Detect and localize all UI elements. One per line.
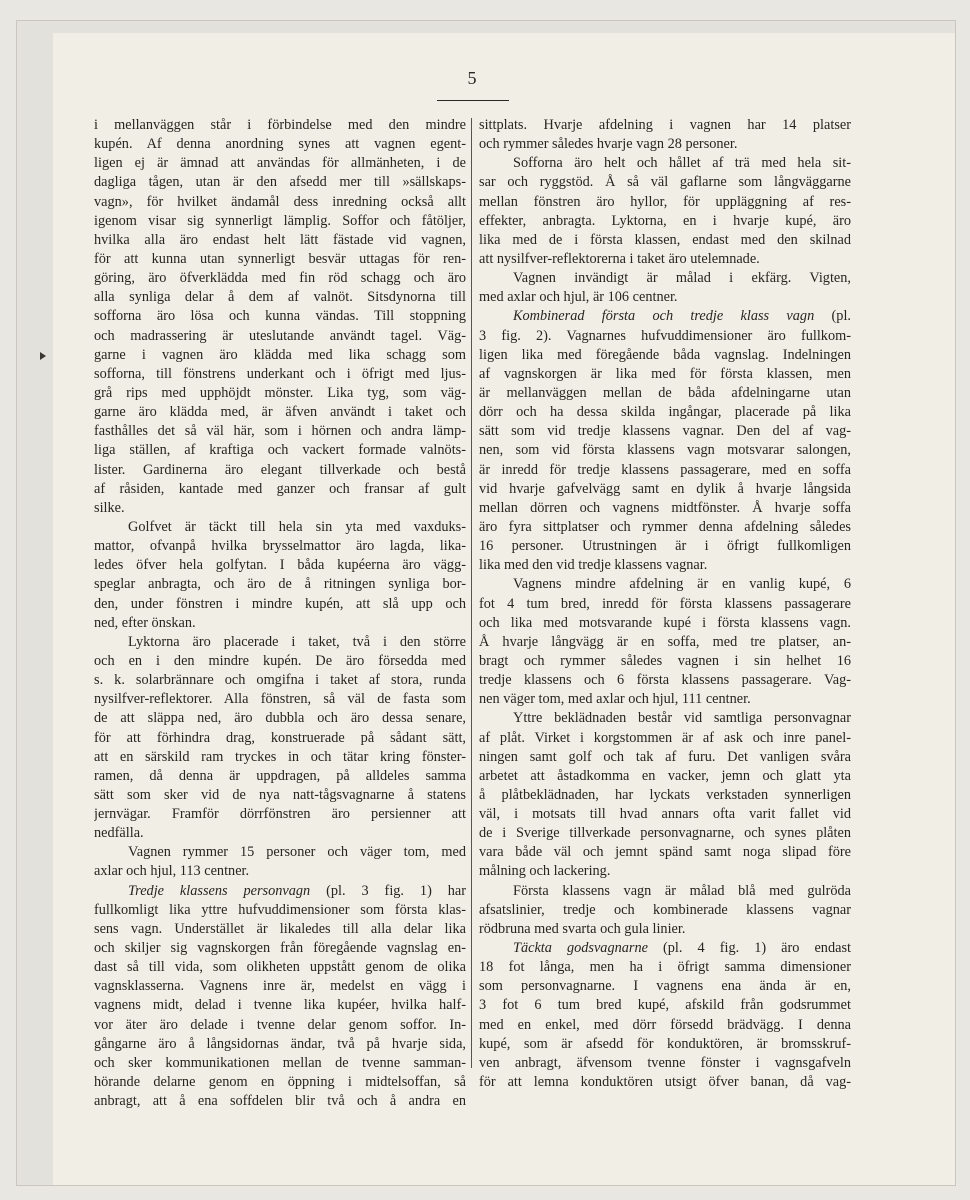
text-line: silke. (94, 499, 125, 516)
column-divider (471, 118, 472, 1068)
text-line: lika med den vid tredje klassens vagnar. (479, 557, 708, 574)
text-line: ligen lika med föregående båda vagnslag. Indelningen (479, 346, 851, 363)
text-line: ningen samt golf och tak af furu. Det vanligen svåra (479, 748, 851, 765)
text-line: mattor, ofvanpå hvilka brysselmattor äro lagda, lika- (94, 538, 466, 555)
margin-marker (40, 352, 46, 360)
text-line: hvilka alla äro endast helt lätt fästade vid vagnen, (94, 231, 466, 248)
text-line: de att släppa ned, äro dubbla och äro dessa senare, (94, 710, 466, 727)
text-line: med axlar och hjul, är 106 centner. (479, 289, 678, 306)
text-line: garne i vagnen äro klädda med lika schagg som (94, 346, 466, 363)
text-line: hörande delarne genom en öppning i midtelsoffan, så (94, 1074, 466, 1091)
text-line: nen väger tom, med axlar och hjul, 111 centner. (479, 691, 751, 708)
text-line: afsatslinier, tredje och kombinerade klassens vagnar (479, 901, 851, 918)
text-line: tredje klassens och 6 första klassens passagerare. Vag- (479, 672, 851, 689)
text-line: och sker kommunikationen mellan de tvenne samman- (94, 1054, 466, 1071)
text-line: göring, äro öfverklädda med fin röd schagg och äro (94, 270, 466, 287)
text-line: sens vagn. Understället är likaledes till alla delar lika (94, 920, 466, 937)
text-line: effekter, anbragta. Lyktorna, en i hvarje kupé, äro (479, 212, 851, 229)
heading-line (479, 307, 851, 326)
text-line: vara både väl och jemnt spänd samt noga slipad före (479, 844, 851, 861)
text-line: grå rips med upphöjdt mönster. Lika tyg, som väg- (94, 384, 466, 401)
text-line: arbetet att åstadkomma en vacker, jemn och glatt yta (479, 767, 851, 784)
text-line: speglar anbragta, och äro de å ritningen synliga bor- (94, 576, 466, 593)
text-line: fot 4 tum bred, inredd för första klassens passagerare (479, 595, 851, 612)
text-line: gångarne äro å långsidornas ändar, två på hvarje sida, (94, 1035, 466, 1052)
section-heading: Tredje klassens personvagn (128, 882, 311, 899)
page-number-rule (437, 100, 509, 101)
text-line: dörr och ha dessa skilda ingångar, placerade på lika (479, 404, 851, 421)
section-heading: Kombinerad första och tredje klass vagn (513, 308, 815, 325)
text-line: rödbruna med svarta och gula linier. (479, 920, 686, 937)
text-line: Sofforna äro helt och hållet af trä med hela sit- (513, 155, 851, 172)
text-line: axlar och hjul, 113 centner. (94, 863, 250, 880)
text-line: sätt som vid tredje klassens vagnar. Den del af vag- (479, 423, 851, 440)
right-column (479, 116, 851, 1092)
text-line: anbragt, att å ena soffdelen blir två och å andra en (94, 1093, 466, 1110)
text-line: är mellanväggen mellan de båda afdelningarne utan (479, 384, 851, 401)
heading-line (479, 939, 851, 958)
text-line: fullkomligt lika yttre hufvuddimensioner som första klas- (94, 901, 466, 918)
text-line: nedfälla. (94, 825, 144, 842)
text-line: att nysilfver-reflektorerna i taket äro utelemnade. (479, 250, 760, 267)
text-line: Vagnen rymmer 15 personer och väger tom, med (128, 844, 466, 861)
text-line: och skiljer sig vagnskorgen från föregående vagnslag en- (94, 940, 466, 957)
text-line: Första klassens vagn är målad blå med gulröda (513, 882, 851, 899)
text-line: mellan fönstren äro hyllor, för uppläggning af res- (479, 193, 851, 210)
text-line: 18 fot långa, men ha i öfrigt samma dimensioner (479, 959, 851, 976)
heading-line-rest: (pl. (831, 308, 851, 325)
heading-line (94, 882, 466, 901)
text-line: af plåt. Virket i korgstommen är af ask och inre panel- (479, 729, 851, 746)
text-line: 16 personer. Utrustningen är i öfrigt fullkomligen (479, 538, 851, 555)
text-line: dast så till vida, som olikheten uppstått genom de olika (94, 959, 466, 976)
text-line: målning och lackering. (479, 863, 611, 880)
text-line: dagliga tågen, utan är den afsedd mer till »sällskaps- (94, 174, 466, 191)
text-line: med en enkel, med dörr försedd brädvägg. I denna (479, 1016, 851, 1033)
text-line: alla synliga delar å dem af valnöt. Sitsdynorna till (94, 289, 466, 306)
text-line: fasthålles det så väl här, som i hörnen och andra lämp- (94, 423, 466, 440)
text-line: ligen ej är ämnad att användas för allmänheten, i de (94, 155, 466, 172)
text-line: äro fyra sittplatser och rymmer denna afdelning således (479, 518, 851, 535)
text-line: lika med de i första klassen, endast med den skilnad (479, 231, 851, 248)
heading-line-rest: (pl. 4 fig. 1) äro endast (663, 940, 851, 957)
text-line: vid hvarje gafvelvägg samt en dylik å hvarje långsida (479, 480, 851, 497)
text-line: sätt som sker vid de nya natt-tågsvagnarne å statens (94, 786, 466, 803)
text-line: nen, som vid första klassens vagn motsvarar salongen, (479, 442, 851, 459)
text-line: ramen, då denna är uppdragen, på alldeles samma (94, 767, 466, 784)
text-line: och madrassering är uteslutande användt tagel. Väg- (94, 327, 466, 344)
text-line: jernvägar. Framför dörrfönstren äro persienner att (94, 806, 466, 823)
text-line: s. k. solarbrännare och omgifna i taket af stora, runda (94, 672, 466, 689)
text-line: Å hvarje långvägg är en soffa, med tre platser, an- (479, 633, 851, 650)
text-line: väl, i motsats till hvad annars ofta varit fallet vid (479, 806, 851, 823)
text-line: Yttre beklädnaden består vid samtliga personvagnar (513, 710, 851, 727)
text-line: sar och ryggstöd. Å så väl gaflarne som långväggarne (479, 174, 851, 191)
text-line: sofforna, till fönstrens underkant och i öfrigt med ljus- (94, 365, 466, 382)
text-line: vor äter äro delade i tvenne delar genom soffor. In- (94, 1016, 466, 1033)
text-line: å plåtbeklädnaden, har lyckats verkstaden synnerligen (479, 786, 851, 803)
text-line: sittplats. Hvarje afdelning i vagnen har 14 platser (479, 117, 851, 133)
text-line: kupén. Af denna anordning synes att vagnen egent- (94, 136, 466, 153)
text-line: igenom visar sig synnerligt lämplig. Soffor och fåtöljer, (94, 212, 466, 229)
text-line: för att förhindra drag, konstruerade på sådant sätt, (94, 729, 466, 746)
heading-line-rest: (pl. 3 fig. 1) har (326, 882, 466, 899)
text-line: vagnsklasserna. Vagnens inre är, medelst en vägg i (94, 978, 466, 995)
text-line: vagnens midt, delad i tvenne lika kupéer, hvilka half- (94, 997, 466, 1014)
text-line: liga ställen, af kraftiga och vackert formade valnöts- (94, 442, 466, 459)
text-line: Vagnens mindre afdelning är en vanlig kupé, 6 (513, 576, 851, 593)
text-line: de i Sverige tillverkade personvagnarne, och synes plåten (479, 825, 851, 842)
text-line: ledes öfver hela golfytan. I båda kupéerna äro vägg- (94, 557, 466, 574)
text-line: lister. Gardinerna äro elegant tillverkade och bestå (94, 461, 466, 478)
text-line: ven anbragt, äfvensom tvenne fönster i vagnsgafveln (479, 1054, 851, 1071)
text-line: är inredd för tredje klassens passagerare, med en soffa (479, 461, 851, 478)
text-line: af råsiden, kantade med ganzer och fransar af gult (94, 480, 466, 497)
text-line: garne äro klädda med, är äfven användt i taket och (94, 404, 466, 421)
text-line: för att lemna konduktören utsigt öfver banan, då vag- (479, 1074, 851, 1091)
text-line: af vagnskorgen är lika med för första klassen, men (479, 365, 851, 382)
text-line: kupé, som är afsedd för konduktören, är bromsskruf- (479, 1035, 851, 1052)
text-line: 3 fig. 2). Vagnarnes hufvuddimensioner äro fullkom- (479, 327, 851, 344)
text-line: 3 fot 6 tum bred kupé, afskild från godsrummet (479, 997, 851, 1014)
text-line: för att kunna utan synnerligt besvär uttagas för ren- (94, 250, 466, 267)
text-line: ned, efter önskan. (94, 614, 196, 631)
page-number: 5 (467, 68, 477, 88)
text-line: och rymmer således hvarje vagn 28 personer. (479, 136, 738, 153)
text-line: nysilfver-reflektorer. Alla fönstren, så väl de fasta som (94, 691, 466, 708)
text-line: Vagnen invändigt är målad i ekfärg. Vigten, (513, 270, 851, 287)
text-line: vagn», för hvilket ändamål dess inredning också allt (94, 193, 466, 210)
text-line: bragt och rymmer således vagnen i sin helhet 16 (479, 652, 851, 669)
text-line: och en i den mindre kupén. De äro försedda med (94, 652, 466, 669)
text-line: som personvagnarne. I vagnens ena ända är en, (479, 978, 851, 995)
text-line: i mellanväggen står i förbindelse med den mindre (94, 117, 466, 133)
text-line: att en särskild ram tryckes in och tätar kring fönster- (94, 748, 466, 765)
left-column (94, 116, 466, 1111)
text-line: och lika med motsvarande kupé i första klassens vagn. (479, 614, 851, 631)
text-line: Lyktorna äro placerade i taket, två i den större (128, 633, 466, 650)
text-line: sofforna äro lösa och kunna vändas. Till stoppning (94, 308, 466, 325)
text-line: den, under fönstren i mindre kupén, att slå upp och (94, 595, 466, 612)
section-heading: Täckta godsvagnarne (513, 940, 648, 957)
text-line: mellan dörren och vagnens midtfönster. Å hvarje soffa (479, 499, 851, 516)
text-line: Golfvet är täckt till hela sin yta med vaxduks- (128, 518, 466, 535)
